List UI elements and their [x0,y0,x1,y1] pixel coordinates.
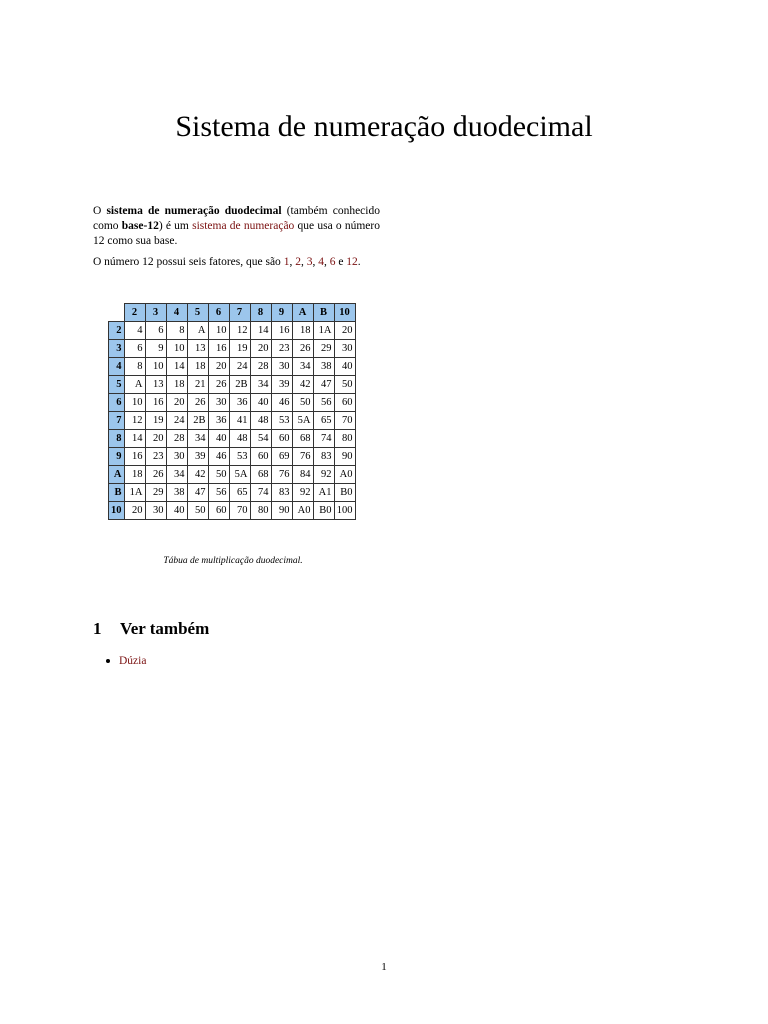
table-cell: A0 [334,466,355,484]
table-cell: 60 [250,448,271,466]
factors-text: O número 12 possui seis fatores, que são [93,256,284,268]
factor-link[interactable]: 3 [306,256,313,268]
numeral-system-link[interactable]: sistema de numeração [192,220,295,232]
factors-sep: e [335,256,347,268]
table-row [109,412,356,430]
row-header: B [109,484,125,502]
row-header: 10 [109,502,125,520]
table-cell: 20 [145,430,166,448]
table-cell: 9 [145,340,166,358]
table-cell: 46 [208,448,229,466]
table-cell: 90 [334,448,355,466]
table-cell: 39 [271,376,292,394]
table-cell: 30 [208,394,229,412]
table-cell: 28 [250,358,271,376]
table-cell: 4 [124,322,145,340]
table-cell: 34 [187,430,208,448]
table-cell: 48 [229,430,250,448]
table-cell: 56 [313,394,334,412]
table-cell: 65 [313,412,334,430]
column-header: 5 [187,304,208,322]
table-row [109,448,356,466]
table-cell: 34 [250,376,271,394]
table-cell: 74 [313,430,334,448]
table-cell: 60 [208,502,229,520]
table-cell: 70 [334,412,355,430]
intro-text: ) é um [158,220,193,232]
intro-text: (também conhecido como [93,205,380,232]
table-cell: 40 [166,502,187,520]
table-cell: 47 [313,376,334,394]
factor-link[interactable]: 12 [346,256,358,268]
table-row [109,484,356,502]
column-header: 4 [166,304,187,322]
table-cell: 6 [145,322,166,340]
table-cell: 53 [229,448,250,466]
table-cell: 2B [187,412,208,430]
table-cell: 68 [250,466,271,484]
table-cell: 20 [250,340,271,358]
table-corner [109,304,125,322]
intro-text: O [93,205,107,217]
column-header: 10 [334,304,355,322]
table-cell: 68 [292,430,313,448]
table-cell: 53 [271,412,292,430]
row-header: 3 [109,340,125,358]
factor-link[interactable]: 6 [329,256,336,268]
row-header: 5 [109,376,125,394]
table-cell: 30 [145,502,166,520]
column-header: 6 [208,304,229,322]
table-cell: 74 [250,484,271,502]
table-cell: 36 [229,394,250,412]
factors-sep: , [323,256,330,268]
factors-sep: , [300,256,307,268]
table-cell: 10 [124,394,145,412]
intro-term: sistema de numeração duodecimal [106,205,282,217]
table-caption: Tábua de multiplicação duodecimal. [163,556,303,566]
row-header: 2 [109,322,125,340]
table-cell: A0 [292,502,313,520]
table-cell: 92 [292,484,313,502]
table-cell: 83 [271,484,292,502]
table-cell: 20 [334,322,355,340]
column-header: B [313,304,334,322]
table-cell: 30 [334,340,355,358]
table-cell: 41 [229,412,250,430]
table-cell: 2B [229,376,250,394]
column-header: 2 [124,304,145,322]
table-row [109,502,356,520]
table-cell: 26 [208,376,229,394]
table-cell: 60 [334,394,355,412]
section-heading [93,619,209,639]
section-number: 1 [93,619,102,638]
table-cell: 26 [292,340,313,358]
table-cell: 92 [313,466,334,484]
column-header: 8 [250,304,271,322]
factors-sep: , [312,256,319,268]
table-cell: 10 [145,358,166,376]
row-header: 4 [109,358,125,376]
table-cell: 18 [292,322,313,340]
table-cell: 50 [208,466,229,484]
table-cell: 23 [271,340,292,358]
duzia-link[interactable]: Dúzia [119,655,147,667]
column-header: 7 [229,304,250,322]
table-cell: 18 [187,358,208,376]
section-title: Ver também [120,619,210,638]
table-cell: B0 [313,502,334,520]
table-cell: 13 [187,340,208,358]
table-cell: 12 [124,412,145,430]
table-cell: 19 [145,412,166,430]
factors-paragraph [93,255,380,270]
page-title: Sistema de numeração duodecimal [175,110,593,143]
list-item [106,655,146,667]
table-cell: 13 [145,376,166,394]
bullet-icon [106,659,110,663]
table-cell: 21 [187,376,208,394]
intro-paragraph [93,204,380,249]
table-cell: 54 [250,430,271,448]
column-header: 9 [271,304,292,322]
table-cell: 56 [208,484,229,502]
table-cell: 42 [187,466,208,484]
table-cell: 36 [208,412,229,430]
table-cell: 38 [313,358,334,376]
table-cell: 50 [292,394,313,412]
table-cell: 65 [229,484,250,502]
see-also-list [106,655,146,667]
table-header-row [109,304,356,322]
table-cell: 100 [334,502,355,520]
table-cell: 90 [271,502,292,520]
table-cell: 18 [124,466,145,484]
table-cell: 26 [187,394,208,412]
table-row [109,466,356,484]
table-cell: 18 [166,376,187,394]
factor-link[interactable]: 4 [318,256,324,268]
table-cell: 6 [124,340,145,358]
table-cell: 47 [187,484,208,502]
table-row [109,394,356,412]
table-cell: 80 [334,430,355,448]
table-cell: 84 [292,466,313,484]
table-cell: 29 [145,484,166,502]
table-cell: 69 [271,448,292,466]
table-cell: A1 [313,484,334,502]
table-row [109,376,356,394]
table-cell: 50 [334,376,355,394]
page-number: 1 [381,961,387,973]
table-row [109,322,356,340]
table-cell: 10 [208,322,229,340]
table-cell: 34 [292,358,313,376]
table-cell: 40 [250,394,271,412]
row-header: A [109,466,125,484]
table-cell: 76 [271,466,292,484]
table-cell: 10 [166,340,187,358]
table-cell: 48 [250,412,271,430]
table-cell: 60 [271,430,292,448]
factor-link[interactable]: 1 [283,256,290,268]
table-cell: 16 [124,448,145,466]
row-header: 8 [109,430,125,448]
table-cell: 14 [250,322,271,340]
table-cell: 16 [271,322,292,340]
table-cell: 20 [166,394,187,412]
table-cell: B0 [334,484,355,502]
factor-link[interactable]: 2 [295,256,301,268]
table-cell: 16 [208,340,229,358]
table-cell: 39 [187,448,208,466]
row-header: 9 [109,448,125,466]
intro-text: que usa o número 12 como sua base. [93,220,380,247]
table-cell: 1A [313,322,334,340]
table-cell: 30 [166,448,187,466]
table-cell: 40 [208,430,229,448]
table-cell: 80 [250,502,271,520]
table-cell: 16 [145,394,166,412]
table-cell: 5A [229,466,250,484]
intro-term: base-12 [121,220,159,232]
table-row [109,430,356,448]
table-cell: 20 [208,358,229,376]
table-cell: 28 [166,430,187,448]
table-cell: 70 [229,502,250,520]
table-cell: 34 [166,466,187,484]
table-cell: 26 [145,466,166,484]
table-cell: 38 [166,484,187,502]
column-header: A [292,304,313,322]
factors-sep: . [357,256,361,268]
table-cell: 8 [124,358,145,376]
table-cell: 29 [313,340,334,358]
multiplication-table [108,303,356,520]
table-cell: A [124,376,145,394]
table-cell: 8 [166,322,187,340]
factors-sep: , [289,256,296,268]
table-cell: 14 [166,358,187,376]
table-cell: 23 [145,448,166,466]
table-cell: 19 [229,340,250,358]
column-header: 3 [145,304,166,322]
table-cell: 24 [166,412,187,430]
table-cell: 76 [292,448,313,466]
table-cell: 83 [313,448,334,466]
table-cell: 42 [292,376,313,394]
table-cell: A [187,322,208,340]
table-cell: 40 [334,358,355,376]
table-row [109,358,356,376]
table-cell: 24 [229,358,250,376]
row-header: 6 [109,394,125,412]
row-header: 7 [109,412,125,430]
table-cell: 50 [187,502,208,520]
table-cell: 12 [229,322,250,340]
table-cell: 46 [271,394,292,412]
table-cell: 5A [292,412,313,430]
table-cell: 14 [124,430,145,448]
table-cell: 1A [124,484,145,502]
table-cell: 30 [271,358,292,376]
table-cell: 20 [124,502,145,520]
table-row [109,340,356,358]
